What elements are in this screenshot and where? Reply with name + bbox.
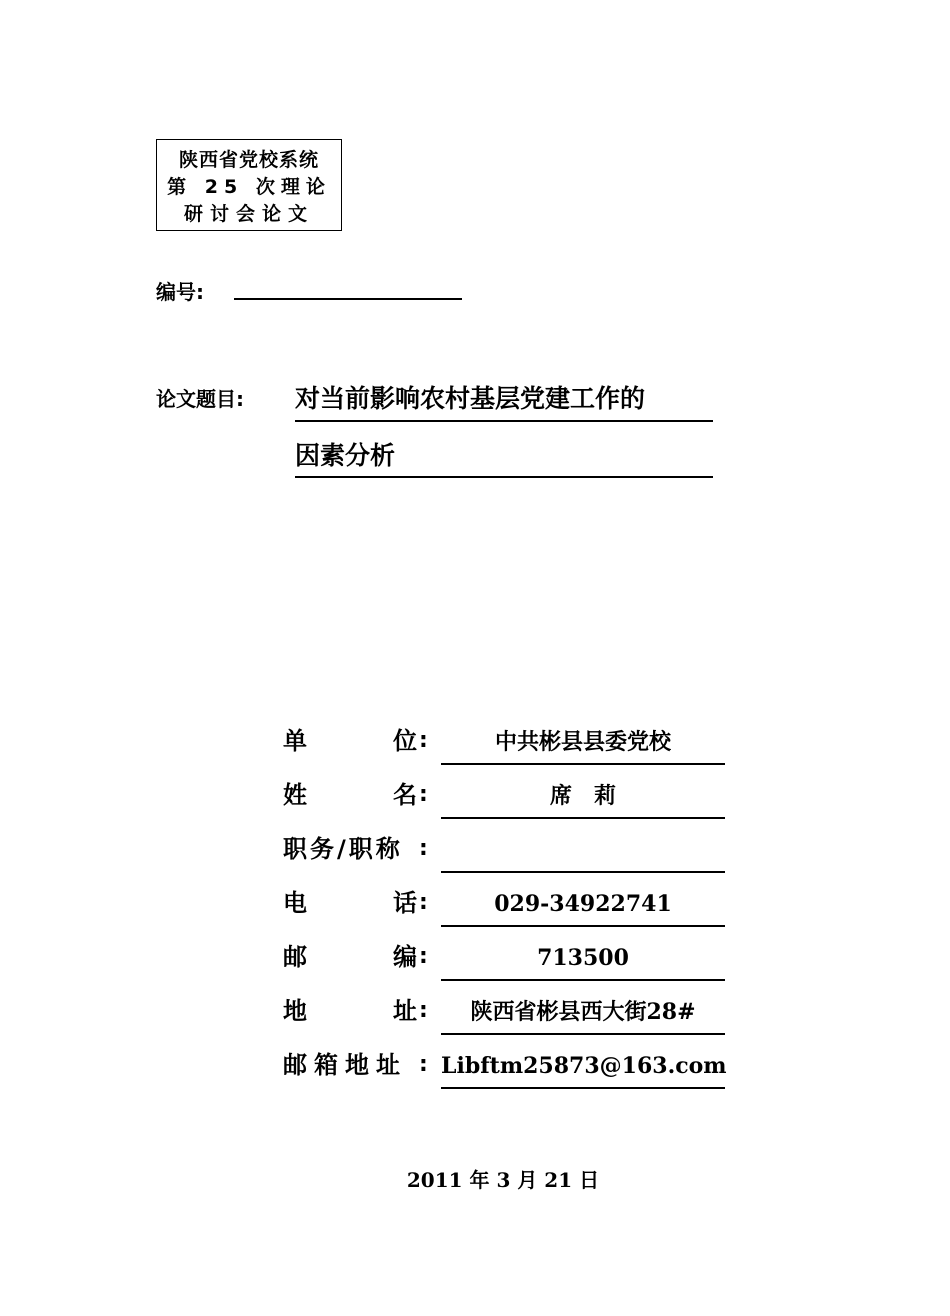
info-row-address <box>283 988 725 1042</box>
email-underline <box>441 1087 725 1089</box>
address-value: 陕西省彬县西大街28# <box>470 999 696 1025</box>
name-label-b: 名 <box>393 781 417 809</box>
title-underline2 <box>295 476 713 478</box>
address-label-b: 址 <box>393 997 417 1025</box>
position-underline <box>441 871 725 873</box>
unit-value: 中共彬县县委党校 <box>494 729 671 755</box>
unit-label-a: 单 <box>283 727 307 755</box>
number-field-underline <box>234 298 462 300</box>
address-colon: : <box>419 998 428 1023</box>
position-colon: : <box>419 836 431 861</box>
position-label-text: 职务/职称 <box>283 835 403 863</box>
postcode-label-b: 编 <box>393 943 417 971</box>
conference-label-line1: 陕西省党校系统 <box>178 149 319 171</box>
address-label-a: 地 <box>283 997 307 1025</box>
title-line2: 因素分析 <box>295 441 396 470</box>
phone-label-b: 话 <box>393 889 417 917</box>
address-underline <box>441 1033 725 1035</box>
info-row-email <box>283 1042 725 1096</box>
unit-underline <box>441 763 725 765</box>
phone-value: 029-34922741 <box>494 891 672 917</box>
title-label: 论文题目: <box>156 387 244 411</box>
postcode-value: 713500 <box>537 945 629 971</box>
conference-label-box <box>156 139 342 231</box>
postcode-underline <box>441 979 725 981</box>
conference-label-line2: 第 25 次理论 <box>167 176 331 198</box>
name-underline <box>441 817 725 819</box>
postcode-colon: : <box>419 944 428 969</box>
document-date: 2011 年 3 月 21 日 <box>406 1168 600 1192</box>
email-value: Libftm25873@163.com <box>441 1053 727 1079</box>
name-colon: : <box>419 782 428 807</box>
conference-label-line3: 研讨会论文 <box>183 203 314 225</box>
info-row-phone <box>283 880 725 934</box>
info-row-name <box>283 772 725 826</box>
postcode-label-a: 邮 <box>283 943 307 971</box>
info-row-unit <box>283 718 725 772</box>
unit-colon: : <box>419 728 428 753</box>
title-line1: 对当前影响农村基层党建工作的 <box>295 384 646 413</box>
info-row-postcode <box>283 934 725 988</box>
name-value: 席 莉 <box>549 783 616 809</box>
title-underline1 <box>295 420 713 422</box>
email-label-text: 邮箱地址 <box>283 1051 407 1079</box>
phone-label-a: 电 <box>283 889 307 917</box>
name-label-a: 姓 <box>283 781 307 809</box>
phone-colon: : <box>419 890 428 915</box>
unit-label-b: 位 <box>393 727 417 755</box>
info-row-position <box>283 826 725 880</box>
number-label: 编号: <box>156 280 204 304</box>
email-colon: : <box>419 1052 428 1077</box>
phone-underline <box>441 925 725 927</box>
